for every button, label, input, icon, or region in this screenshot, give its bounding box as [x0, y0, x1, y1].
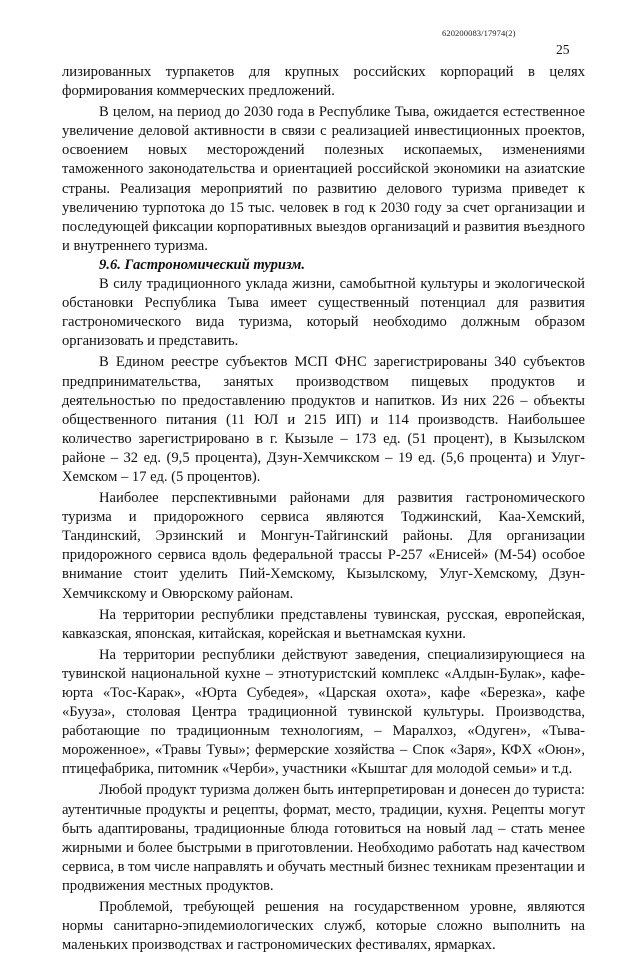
- paragraph-continuation: лизированных турпакетов для крупных российских корпораций в целях формирования коммерческих предложений.: [62, 64, 585, 100]
- paragraph-gastro-potential: В силу традиционного уклада жизни, самобытной культуры и экологической обстановки Республика Тыва имеет существенный потенциал для развития гастрономического вида туризма, который необходимо должным образом организовать и представить.: [62, 276, 585, 350]
- paragraph-msp-registry: В Едином реестре субъектов МСП ФНС зарегистрированы 340 субъектов предпринимательства, занятых производством пищевых продуктов и деятельностью по предоставлению продуктов и напитков. Из них 226 – объекты общественного питания (11 ЮЛ и 215 ИП) и 114 производств. Наибольшее количество зарегистрировано в г. Кызыле – 173 ед. (51 процент), в Кызылском районе – 32 ед. (9,5 процента), Дзун-Хемчикском – 19 ед. (5,6 процента) и Улуг-Хемском – 17 ед. (5 процентов).: [62, 354, 585, 485]
- paragraph-cuisines: На территории республики представлены тувинская, русская, европейская, кавказская, японская, китайская, корейская и вьетнамская кухни.: [62, 606, 585, 642]
- paragraph-product-interpretation: Любой продукт туризма должен быть интерпретирован и донесен до туриста: аутентичные продукты и рецепты, формат, место, традиции, кухня. Рецепты могут быть адаптированы, традиционные блюда готовиться на новый лад – стать менее жирными и более быстрыми в приготовлении. Необходимо работать над качеством сервиса, в том числе направлять и обучать местный бизнес техникам презентации и продвижения местных продуктов.: [62, 782, 585, 894]
- document-id: 620200083/17974(2): [442, 28, 516, 38]
- paragraph-sanitary-norms: Проблемой, требующей решения на государственном уровне, являются нормы санитарно-эпидемиологических служб, которые сложно выполнить на маленьких производствах и гастрономических фестивалях, ярмарках.: [62, 899, 585, 954]
- page-number: 25: [556, 42, 570, 57]
- paragraph-promising-districts: Наиболее перспективными районами для развития гастрономического туризма и придорожного сервиса являются Тоджинский, Каа-Хемский, Тандинский, Эрзинский и Монгун-Тайгинский районы. Для организации придорожного сервиса вдоль федеральной трассы Р-257 «Енисей» (М-54) особое внимание стоит уделить Пий-Хемскому, Кызылскому, Улуг-Хемскому, Дзун-Хемчикскому и Овюрскому районам.: [62, 490, 585, 602]
- section-heading: 9.6. Гастрономический туризм.: [99, 256, 306, 273]
- paragraph-business-tourism: В целом, на период до 2030 года в Республике Тыва, ожидается естественное увеличение деловой активности в связи с реализацией инвестиционных проектов, освоением новых месторождений полезных ископаемых, изменениями таможенного законодательства и ориентацией российской экономики на азиатские страны. Реализация мероприятий по развитию делового туризма приведет к увеличению турпотока до 15 тыс. человек в год к 2030 году за счет организации и последующей фиксации корпоративных выездов организаций и развития въездного и внутреннего туризма.: [62, 104, 585, 254]
- document-body: [62, 63, 585, 955]
- paragraph-establishments: На территории республики действуют заведения, специализирующиеся на тувинской национальной кухне – этнотуристский комплекс «Алдын-Булак», кафе-юрта «Тос-Карак», «Юрта Субедея», «Царская охота», кафе «Березка», кафе «Бууза», столовая Центра традиционной тувинской культуры. Производства, работающие по традиционным технологиям, – Маралхоз, «Одуген», «Тыва-мороженное», «Травы Тувы»; фермерские хозяйства – Спок «Заря», КФХ «Оюн», птицефабрика, питомник «Черби», участники «Кыштаг для молодой семьи» и т.д.: [62, 646, 585, 778]
